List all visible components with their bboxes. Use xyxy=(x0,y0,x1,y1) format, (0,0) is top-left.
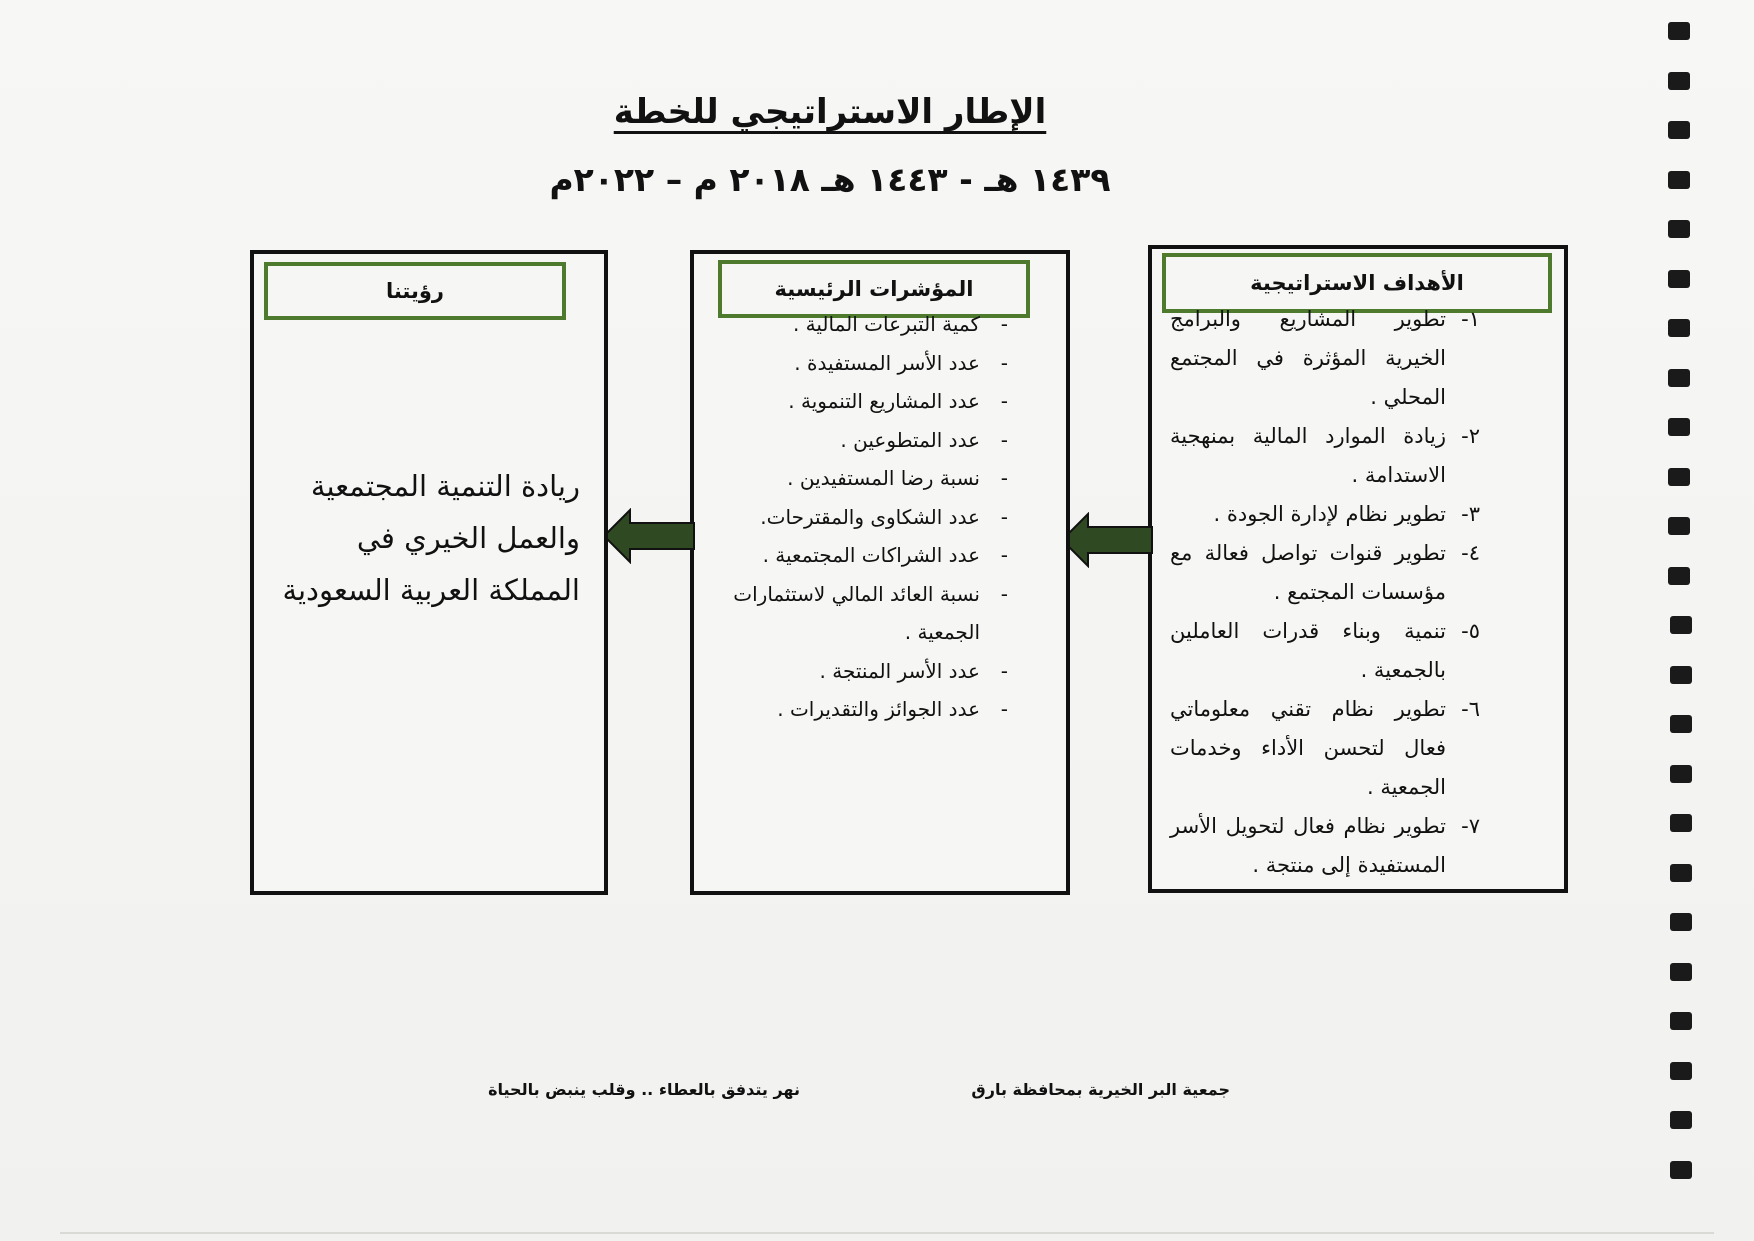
binding-ring xyxy=(1668,72,1690,90)
binding-ring xyxy=(1670,814,1692,832)
binding-ring xyxy=(1668,418,1690,436)
goal-text: تطوير نظام تقني معلوماتي فعال لتحسن الأداء وخدمات الجمعية . xyxy=(1170,697,1446,799)
binding-ring xyxy=(1668,121,1690,139)
binding-ring xyxy=(1668,567,1690,585)
goal-number: ١- xyxy=(1461,307,1480,331)
binding-ring xyxy=(1670,913,1692,931)
goal-item xyxy=(1170,495,1480,534)
goal-text: تنمية وبناء قدرات العاملين بالجمعية . xyxy=(1170,619,1446,682)
indicator-item: - كمية التبرعات المالية . xyxy=(722,305,1014,344)
binding-ring xyxy=(1670,666,1692,684)
goal-item xyxy=(1170,300,1480,417)
footer-organization: جمعية البر الخيرية بمحافظة بارق xyxy=(971,1080,1230,1099)
binding-ring xyxy=(1670,765,1692,783)
goal-text: تطوير قنوات تواصل فعالة مع مؤسسات المجتمع . xyxy=(1170,541,1446,604)
binding-ring xyxy=(1670,1012,1692,1030)
binding-ring xyxy=(1670,616,1692,634)
goal-text: تطوير المشاريع والبرامج الخيرية المؤثرة في المجتمع المحلي . xyxy=(1170,307,1446,409)
binding-ring xyxy=(1668,171,1690,189)
goal-text: تطوير نظام لإدارة الجودة . xyxy=(1213,502,1446,526)
binding-ring xyxy=(1668,468,1690,486)
goals-list xyxy=(1170,300,1480,885)
goal-item xyxy=(1170,534,1480,612)
binding-ring xyxy=(1668,220,1690,238)
indicator-item: - عدد الشكاوى والمقترحات. xyxy=(722,498,1014,537)
footer-slogan: نهر يتدفق بالعطاء .. وقلب ينبض بالحياة xyxy=(488,1080,800,1099)
binding-ring xyxy=(1668,319,1690,337)
indicator-item: - عدد الشراكات المجتمعية . xyxy=(722,536,1014,575)
binding-ring xyxy=(1670,1111,1692,1129)
binding-ring xyxy=(1670,1161,1692,1179)
binding-ring xyxy=(1668,22,1690,40)
vision-header: رؤيتنا xyxy=(264,262,566,320)
indicator-item: - عدد الأسر المنتجة . xyxy=(722,652,1014,691)
indicator-item: - عدد المتطوعين . xyxy=(722,421,1014,460)
binding-ring xyxy=(1670,1062,1692,1080)
binding-ring xyxy=(1668,369,1690,387)
goal-item xyxy=(1170,612,1480,690)
indicator-item: - عدد المشاريع التنموية . xyxy=(722,382,1014,421)
goal-number: ٦- xyxy=(1461,697,1480,721)
page-title: الإطار الاستراتيجي للخطة xyxy=(613,92,1047,132)
goal-number: ٢- xyxy=(1461,424,1480,448)
goal-item xyxy=(1170,807,1480,885)
goal-number: ٤- xyxy=(1461,541,1480,565)
goal-item xyxy=(1170,690,1480,807)
binding-ring xyxy=(1668,517,1690,535)
binding-ring xyxy=(1668,270,1690,288)
goal-number: ٥- xyxy=(1461,619,1480,643)
spiral-binding xyxy=(1668,0,1708,1241)
binding-ring xyxy=(1670,963,1692,981)
arrow-left-icon xyxy=(1062,512,1154,568)
plan-period: ١٤٣٩ هـ - ١٤٤٣ هـ ٢٠١٨ م – ٢٠٢٢م xyxy=(549,160,1111,199)
goal-text: تطوير نظام فعال لتحويل الأسر المستفيدة إلى منتجة . xyxy=(1170,814,1446,877)
goal-text: زيادة الموارد المالية بمنهجية الاستدامة . xyxy=(1170,424,1446,487)
vision-statement: ريادة التنمية المجتمعية والعمل الخيري في المملكة العربية السعودية xyxy=(282,469,580,607)
indicators-header: المؤشرات الرئيسية xyxy=(718,260,1030,318)
goal-number: ٧- xyxy=(1461,814,1480,838)
binding-ring xyxy=(1670,715,1692,733)
indicator-item: - نسبة العائد المالي لاستثمارات الجمعية . xyxy=(722,575,1014,652)
indicator-item: - نسبة رضا المستفيدين . xyxy=(722,459,1014,498)
goal-item xyxy=(1170,417,1480,495)
arrow-left-icon xyxy=(604,508,696,564)
binding-ring xyxy=(1670,864,1692,882)
page-bottom-edge xyxy=(60,1232,1714,1234)
indicator-item: - عدد الأسر المستفيدة . xyxy=(722,344,1014,383)
goals-header: الأهداف الاستراتيجية xyxy=(1162,253,1552,313)
indicator-item: - عدد الجوائز والتقديرات . xyxy=(722,690,1014,729)
goal-number: ٣- xyxy=(1461,502,1480,526)
indicators-list xyxy=(722,305,1014,729)
